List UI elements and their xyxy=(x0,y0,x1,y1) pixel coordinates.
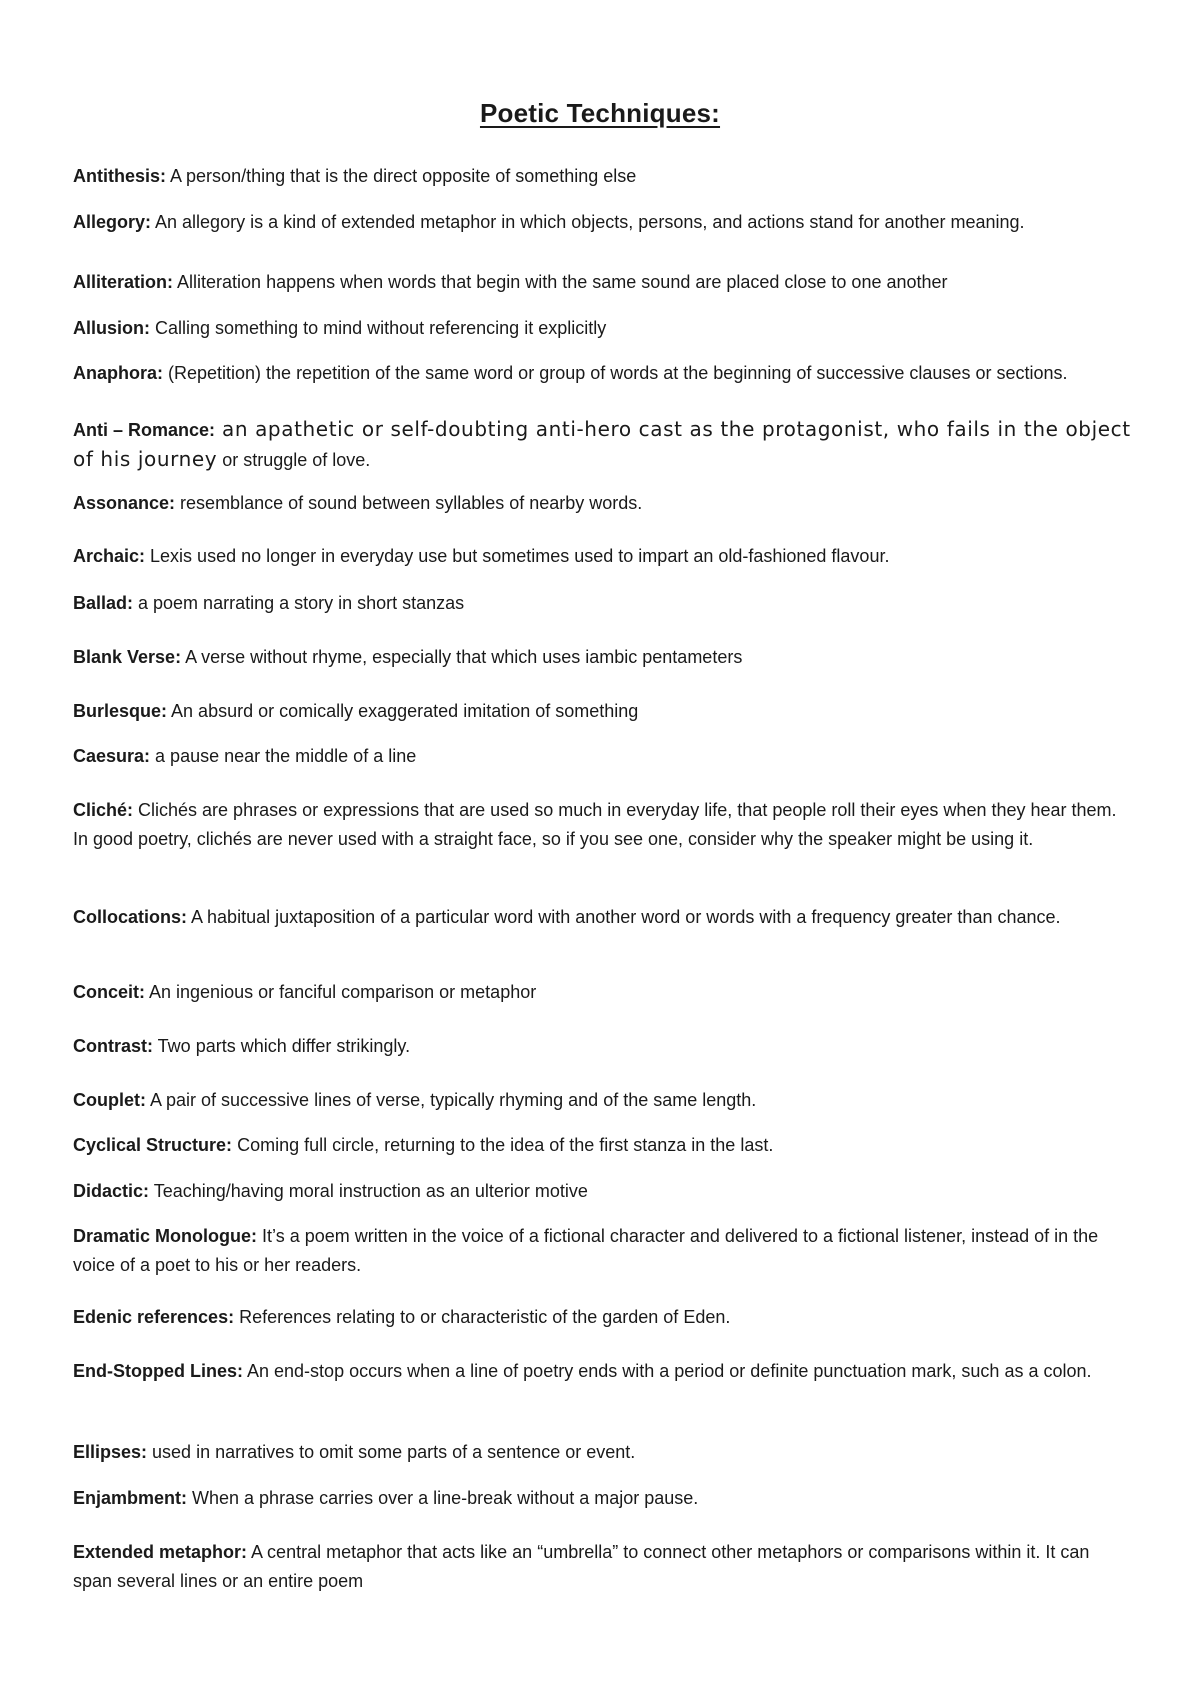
entry-definition: (Repetition) the repetition of the same word or group of words at the beginning of successive clauses or sections. xyxy=(163,363,1068,383)
entry-allusion xyxy=(73,314,1133,343)
entry-term: Anti – Romance: xyxy=(73,420,216,440)
entry-term: Collocations: xyxy=(73,907,188,927)
entry-contrast xyxy=(73,1032,1133,1061)
entry-definition: an apathetic or self-doubting anti-hero cast as the protagonist, who fails in the object of his journey xyxy=(73,417,1131,471)
entry-conceit xyxy=(73,978,1133,1007)
entry-antithesis xyxy=(73,162,1133,191)
entry-term: Cliché: xyxy=(73,800,134,820)
entry-term: Extended metaphor: xyxy=(73,1542,248,1562)
entry-definition: A central metaphor that acts like an “umbrella” to connect other metaphors or comparisons within it. It can span several lines or an entire poem xyxy=(73,1542,1090,1591)
entry-term: Ellipses: xyxy=(73,1442,148,1462)
entry-definition: Lexis used no longer in everyday use but sometimes used to impart an old-fashioned flavour. xyxy=(145,546,890,566)
entry-caesura xyxy=(73,742,1133,771)
entry-archaic xyxy=(73,542,1133,571)
entry-definition: used in narratives to omit some parts of a sentence or event. xyxy=(147,1442,636,1462)
entry-collocations xyxy=(73,903,1133,932)
entry-term: Ballad: xyxy=(73,593,134,613)
entry-term: Blank Verse: xyxy=(73,647,182,667)
entry-term: Contrast: xyxy=(73,1036,153,1056)
entry-term: Assonance: xyxy=(73,493,176,513)
entry-definition: An ingenious or fanciful comparison or metaphor xyxy=(145,982,537,1002)
entry-burlesque xyxy=(73,697,1133,726)
entry-term: Edenic references: xyxy=(73,1307,235,1327)
entry-term: Archaic: xyxy=(73,546,146,566)
entry-blank-verse xyxy=(73,643,1133,672)
entry-ellipses xyxy=(73,1438,1133,1467)
entry-end-stopped-lines xyxy=(73,1357,1133,1386)
entry-didactic xyxy=(73,1177,1133,1206)
entry-definition: It’s a poem written in the voice of a fictional character and delivered to a fictional listener, instead of in the voice of a poet to his or her readers. xyxy=(73,1226,1099,1275)
entry-term: Allusion: xyxy=(73,318,150,338)
entry-definition: When a phrase carries over a line-break without a major pause. xyxy=(187,1488,699,1508)
entry-enjambment xyxy=(73,1484,1133,1513)
entry-definition: An absurd or comically exaggerated imitation of something xyxy=(167,701,639,721)
entry-alliteration xyxy=(73,268,1133,297)
entry-definition: A habitual juxtaposition of a particular word with another word or words with a frequency greater than chance. xyxy=(187,907,1061,927)
entry-definition: Two parts which differ strikingly. xyxy=(153,1036,411,1056)
entry-definition-tail: or struggle of love. xyxy=(217,450,371,470)
entry-edenic-references xyxy=(73,1303,1133,1332)
entry-definition: Clichés are phrases or expressions that are used so much in everyday life, that people roll their eyes when they hear them. In good poetry, clichés are never used with a straight face, so if you see one, consider why the speaker might be using it. xyxy=(73,800,1117,849)
entry-term: Enjambment: xyxy=(73,1488,188,1508)
entry-term: Didactic: xyxy=(73,1181,150,1201)
entry-term: Anaphora: xyxy=(73,363,163,383)
entry-definition: An end-stop occurs when a line of poetry ends with a period or definite punctuation mark, such as a colon. xyxy=(243,1361,1092,1381)
entry-definition: resemblance of sound between syllables of nearby words. xyxy=(175,493,643,513)
entry-term: Dramatic Monologue: xyxy=(73,1226,258,1246)
entry-extended-metaphor xyxy=(73,1538,1133,1596)
entry-term: Couplet: xyxy=(73,1090,146,1110)
entry-term: Conceit: xyxy=(73,982,145,1002)
entry-definition: A verse without rhyme, especially that which uses iambic pentameters xyxy=(181,647,743,667)
entry-assonance xyxy=(73,489,1133,518)
entry-allegory xyxy=(73,208,1133,237)
entry-anaphora xyxy=(73,359,1133,388)
entry-cliche xyxy=(73,796,1133,854)
entry-definition: a poem narrating a story in short stanzas xyxy=(133,593,465,613)
entry-term: Antithesis: xyxy=(73,166,167,186)
page-title: Poetic Techniques: xyxy=(479,98,721,128)
entry-ballad xyxy=(73,589,1133,618)
entry-definition: References relating to or characteristic of the garden of Eden. xyxy=(234,1307,731,1327)
entry-definition: Alliteration happens when words that begin with the same sound are placed close to one another xyxy=(173,272,948,292)
entry-definition: Teaching/having moral instruction as an ulterior motive xyxy=(149,1181,588,1201)
entry-term: Cyclical Structure: xyxy=(73,1135,233,1155)
entry-definition: Calling something to mind without referencing it explicitly xyxy=(150,318,607,338)
entry-definition: A person/thing that is the direct opposite of something else xyxy=(166,166,637,186)
entry-term: Alliteration: xyxy=(73,272,174,292)
entry-term: End-Stopped Lines: xyxy=(73,1361,243,1381)
entry-definition: An allegory is a kind of extended metaphor in which objects, persons, and actions stand for another meaning. xyxy=(151,212,1025,232)
entry-cyclical-structure xyxy=(73,1131,1133,1160)
entry-definition: A pair of successive lines of verse, typically rhyming and of the same length. xyxy=(145,1090,757,1110)
entry-definition: Coming full circle, returning to the idea of the first stanza in the last. xyxy=(232,1135,774,1155)
entry-term: Caesura: xyxy=(73,746,151,766)
entry-dramatic-monologue xyxy=(73,1222,1133,1280)
entry-term: Allegory: xyxy=(73,212,152,232)
entry-definition: a pause near the middle of a line xyxy=(150,746,417,766)
entry-couplet xyxy=(73,1086,1133,1115)
entry-anti-romance xyxy=(73,415,1133,475)
entry-term: Burlesque: xyxy=(73,701,168,721)
